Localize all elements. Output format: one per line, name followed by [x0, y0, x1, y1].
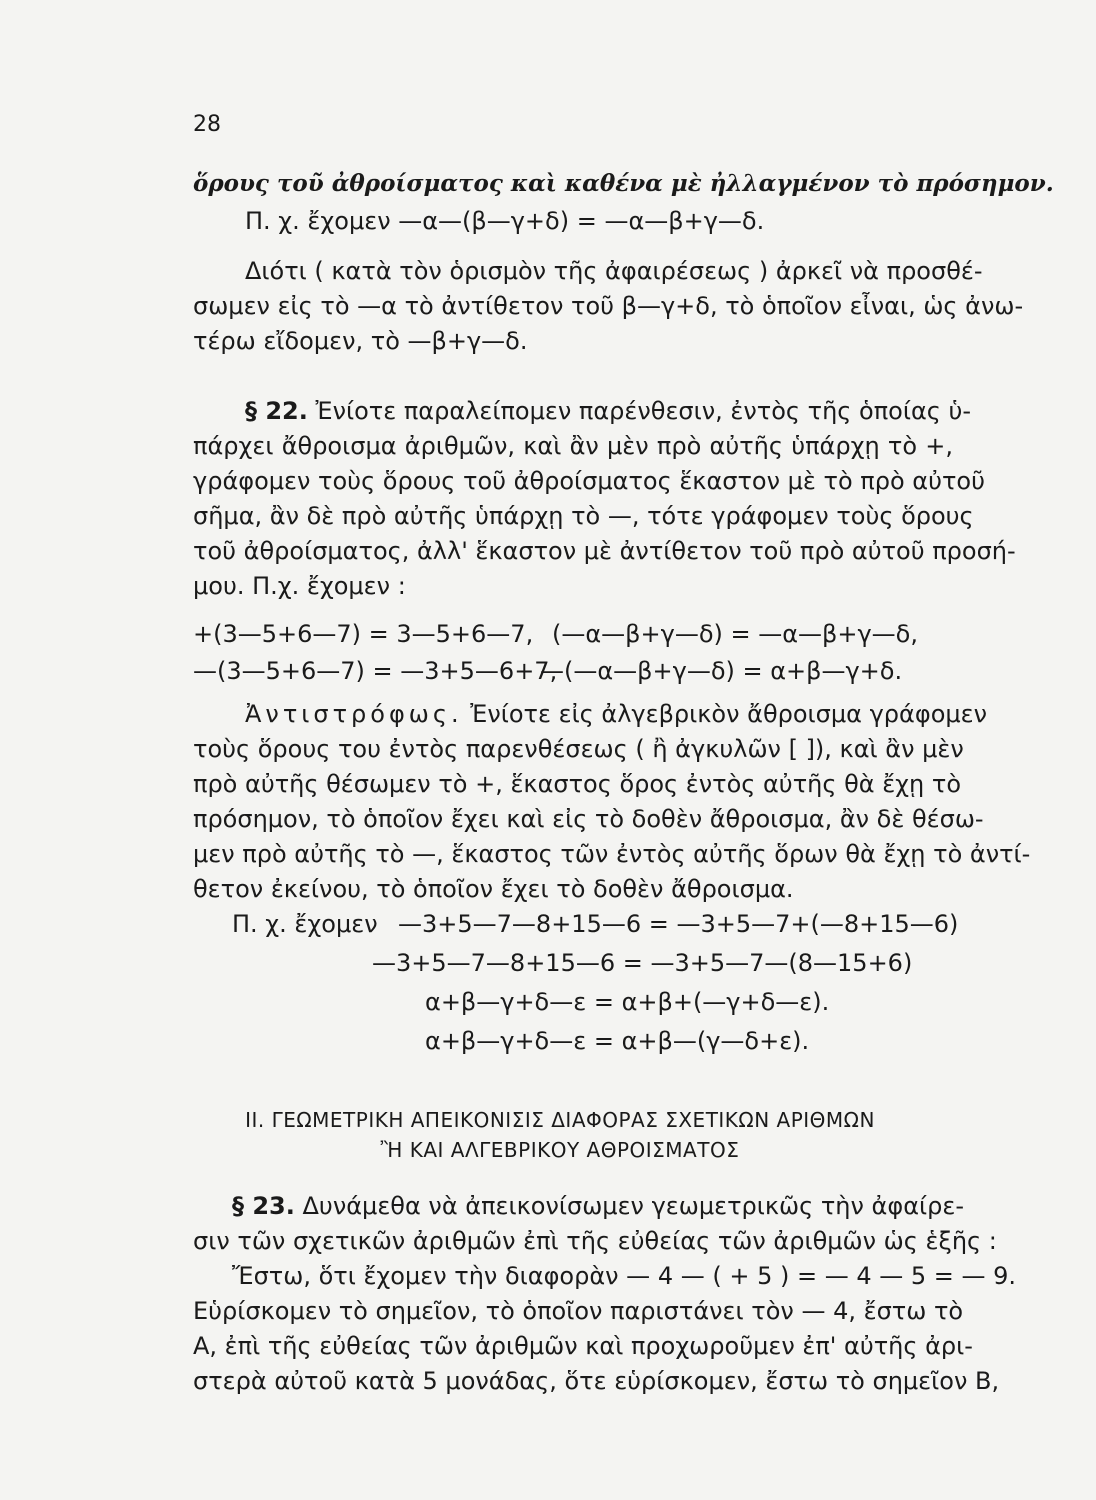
paragraph-line: τοὺς ὅρους του ἐντὸς παρενθέσεως ( ἢ ἀγκυλῶν [ ]), καὶ ἂν μὲν [193, 735, 964, 763]
paragraph-line: πάρχει ἄθροισμα ἀριθμῶν, καὶ ἂν μὲν πρὸ αὐτῆς ὑπάρχῃ τὸ +, [193, 432, 953, 460]
section-heading: Ἢ ΚΑΙ ΑΛΓΕΒΡΙΚΟΥ ΑΘΡΟΙΣΜΑΤΟΣ [380, 1138, 740, 1162]
paragraph-line: μεν πρὸ αὐτῆς τὸ —, ἕκαστος τῶν ἐντὸς αὐτῆς ὅρων θὰ ἔχῃ τὸ ἀντί- [193, 840, 1031, 868]
equation: —(3—5+6—7) = —3+5—6+7, [193, 657, 558, 685]
section-heading: ΙΙ. ΓΕΩΜΕΤΡΙΚΗ ΑΠΕΙΚΟΝΙΣΙΣ ΔΙΑΦΟΡΑΣ ΣΧΕΤΙΚΩΝ ΑΡΙΘΜΩΝ [245, 1108, 875, 1132]
equation: α+β—γ+δ—ε = α+β—(γ—δ+ε). [425, 1027, 810, 1055]
section-22-text: Ἐνίοτε παραλείπομεν παρένθεσιν, ἐντὸς τῆς ὁποίας ὑ- [315, 397, 972, 425]
paragraph-line: σιν τῶν σχετικῶν ἀριθμῶν ἐπὶ τῆς εὐθείας τῶν ἀριθμῶν ὡς ἑξῆς : [193, 1227, 997, 1255]
paragraph-line: Εὑρίσκομεν τὸ σημεῖον, τὸ ὁποῖον παριστάνει τὸν — 4, ἔστω τὸ [193, 1297, 964, 1325]
equation: —(—α—β+γ—δ) = α+β—γ+δ. [540, 657, 903, 685]
example-intro: Π. χ. ἔχομεν [232, 910, 378, 938]
paragraph-line: Α, ἐπὶ τῆς εὐθείας τῶν ἀριθμῶν καὶ προχωροῦμεν ἐπ' αὐτῆς ἀρι- [193, 1332, 973, 1360]
paragraph-line: μου. Π.χ. ἔχομεν : [193, 572, 406, 600]
section-22-first-line [245, 395, 972, 427]
converse-label: Ἀντιστρόφως. [245, 700, 463, 728]
section-23-first-line [232, 1190, 965, 1222]
equation: —3+5—7—8+15—6 = —3+5—7—(8—15+6) [372, 949, 913, 977]
paragraph-line: πρὸ αὐτῆς θέσωμεν τὸ +, ἕκαστος ὅρος ἐντὸς αὐτῆς θὰ ἔχῃ τὸ [193, 770, 962, 798]
paragraph-line: πρόσημον, τὸ ὁποῖον ἔχει καὶ εἰς τὸ δοθὲν ἄθροισμα, ἂν δὲ θέσω- [193, 805, 984, 833]
section-23-label: § 23. [232, 1192, 295, 1220]
paragraph-line: γράφομεν τοὺς ὅρους τοῦ ἀθροίσματος ἕκαστον μὲ τὸ πρὸ αὐτοῦ [193, 467, 985, 495]
paragraph-line: Ἔστω, ὅτι ἔχομεν τὴν διαφορὰν — 4 — ( + 5 ) = — 4 — 5 = — 9. [232, 1262, 1017, 1290]
equation: +(3—5+6—7) = 3—5+6—7, [193, 620, 534, 648]
section-23-text: Δυνάμεθα νὰ ἀπεικονίσωμεν γεωμετρικῶς τὴν ἀφαίρε- [302, 1192, 965, 1220]
paragraph-line: στερὰ αὐτοῦ κατὰ 5 μονάδας, ὅτε εὑρίσκομεν, ἔστω τὸ σημεῖον Β, [193, 1367, 1000, 1395]
converse-first-line [245, 698, 988, 730]
page-number: 28 [193, 112, 221, 137]
equation: —3+5—7—8+15—6 = —3+5—7+(—8+15—6) [398, 910, 959, 938]
paragraph-line: σωμεν εἰς τὸ —α τὸ ἀντίθετον τοῦ β—γ+δ, τὸ ὁποῖον εἶναι, ὡς ἀνω- [193, 292, 1024, 320]
paragraph-line: τοῦ ἀθροίσματος, ἀλλ' ἕκαστον μὲ ἀντίθετον τοῦ πρὸ αὐτοῦ προσή- [193, 537, 1016, 565]
section-22-label: § 22. [245, 397, 308, 425]
paragraph-line: θετον ἐκείνου, τὸ ὁποῖον ἔχει τὸ δοθὲν ἄθροισμα. [193, 875, 794, 903]
paragraph-line: σῆμα, ἂν δὲ πρὸ αὐτῆς ὑπάρχῃ τὸ —, τότε γράφομεν τοὺς ὅρους [193, 502, 974, 530]
equation: (—α—β+γ—δ) = —α—β+γ—δ, [552, 620, 918, 648]
bold-rule-line: ὅρους τοῦ ἀθροίσματος καὶ καθένα μὲ ἠλλαγμένον τὸ πρόσημον. [193, 170, 1054, 197]
example-line: Π. χ. ἔχομεν —α—(β—γ+δ) = —α—β+γ—δ. [245, 207, 765, 235]
paragraph-line: τέρω εἴδομεν, τὸ —β+γ—δ. [193, 327, 528, 355]
equation: α+β—γ+δ—ε = α+β+(—γ+δ—ε). [425, 988, 830, 1016]
converse-text: Ἐνίοτε εἰς ἀλγεβρικὸν ἄθροισμα γράφομεν [470, 700, 988, 728]
paragraph-line: Διότι ( κατὰ τὸν ὁρισμὸν τῆς ἀφαιρέσεως ) ἀρκεῖ νὰ προσθέ- [245, 257, 983, 285]
